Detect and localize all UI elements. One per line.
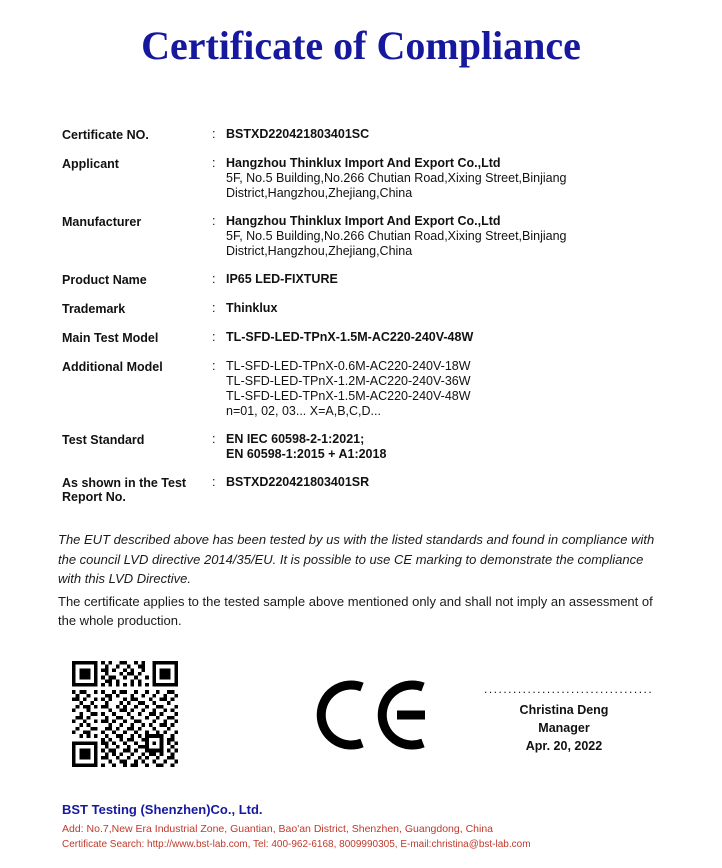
page-title: Certificate of Compliance: [141, 23, 581, 68]
field-row-applicant: [62, 156, 660, 201]
manufacturer-address: 5F, No.5 Building,No.266 Chutian Road,Xixing Street,Binjiang District,Hangzhou,Zhejiang,China: [226, 229, 567, 258]
test-standard-line: EN 60598-1:2015 + A1:2018: [226, 447, 387, 461]
field-colon: :: [212, 475, 216, 489]
manufacturer-name: Hangzhou Thinklux Import And Export Co.,Ltd: [226, 214, 501, 228]
field-colon: :: [212, 272, 216, 286]
signature-date: Apr. 20, 2022: [525, 738, 603, 753]
field-row-trademark: [62, 301, 660, 317]
field-row-manufacturer: [62, 214, 660, 259]
field-colon: :: [212, 359, 216, 373]
field-value-manufacturer: [226, 214, 660, 259]
additional-model-line: TL-SFD-LED-TPnX-1.5M-AC220-240V-48W: [226, 389, 471, 403]
signature-line: ...................................: [484, 681, 654, 696]
additional-model-note: n=01, 02, 03... X=A,B,C,D...: [226, 404, 381, 418]
field-label: Certificate NO.: [62, 128, 149, 142]
footer-address: Add: No.7,New Era Industrial Zone, Guantian, Bao'an District, Shenzhen, Guangdong, China: [62, 823, 494, 835]
footer-contact: Certificate Search: http://www.bst-lab.com, Tel: 400-962-6168, 8009990305, E-mail:christina@bst-lab.com: [62, 839, 531, 850]
signature-name: Christina Deng: [519, 702, 609, 717]
field-label: Additional Model: [62, 360, 163, 374]
qr-code-icon: [72, 661, 178, 767]
field-value-test-report-no: BSTXD220421803401SR: [226, 475, 370, 489]
field-value-trademark: Thinklux: [226, 301, 278, 315]
signature-block: [484, 681, 654, 755]
field-label: As shown in the Test Report No.: [62, 476, 187, 504]
field-colon: :: [212, 330, 216, 344]
signature-role: Manager: [538, 720, 590, 735]
field-value-product-name: IP65 LED-FIXTURE: [226, 272, 338, 286]
field-label: Trademark: [62, 302, 126, 316]
field-value-additional-model: [226, 359, 660, 419]
field-colon: :: [212, 127, 216, 141]
field-value-main-test-model: TL-SFD-LED-TPnX-1.5M-AC220-240V-48W: [226, 330, 474, 344]
field-colon: :: [212, 301, 216, 315]
field-row-test-report-no: [62, 475, 660, 504]
field-colon: :: [212, 432, 216, 446]
field-label: Applicant: [62, 157, 119, 171]
statement-paragraph-1: The EUT described above has been tested by us with the listed standards and found in compliance with the council LVD directive 2014/35/EU. It is possible to use CE marking to demonstrate the compliance with this LVD Directive.: [58, 532, 655, 586]
field-value-test-standard: [226, 432, 660, 462]
field-row-test-standard: [62, 432, 660, 462]
ce-mark-icon: [305, 679, 435, 751]
field-label: Main Test Model: [62, 331, 159, 345]
marks-row: [0, 655, 722, 805]
footer: [0, 802, 722, 850]
certificate-fields: [62, 127, 660, 504]
field-value-applicant: [226, 156, 660, 201]
test-standard-line: EN IEC 60598-2-1:2021;: [226, 432, 365, 446]
field-colon: :: [212, 156, 216, 170]
field-label: Manufacturer: [62, 215, 142, 229]
footer-company-name: BST Testing (Shenzhen)Co., Ltd.: [62, 802, 263, 817]
applicant-address: 5F, No.5 Building,No.266 Chutian Road,Xixing Street,Binjiang District,Hangzhou,Zhejiang,China: [226, 171, 567, 200]
statement-block: [58, 530, 664, 631]
applicant-name: Hangzhou Thinklux Import And Export Co.,Ltd: [226, 156, 501, 170]
field-row-additional-model: [62, 359, 660, 419]
field-colon: :: [212, 214, 216, 228]
field-label: Product Name: [62, 273, 147, 287]
statement-paragraph-2: The certificate applies to the tested sample above mentioned only and shall not imply an assessment of the whole production.: [58, 593, 653, 628]
field-label: Test Standard: [62, 433, 145, 447]
additional-model-line: TL-SFD-LED-TPnX-0.6M-AC220-240V-18W: [226, 359, 471, 373]
additional-model-line: TL-SFD-LED-TPnX-1.2M-AC220-240V-36W: [226, 374, 471, 388]
certificate-page: [0, 22, 722, 868]
field-row-certificate-no: [62, 127, 660, 143]
field-row-main-test-model: [62, 330, 660, 346]
field-value-certificate-no: BSTXD220421803401SC: [226, 127, 370, 141]
field-row-product-name: [62, 272, 660, 288]
